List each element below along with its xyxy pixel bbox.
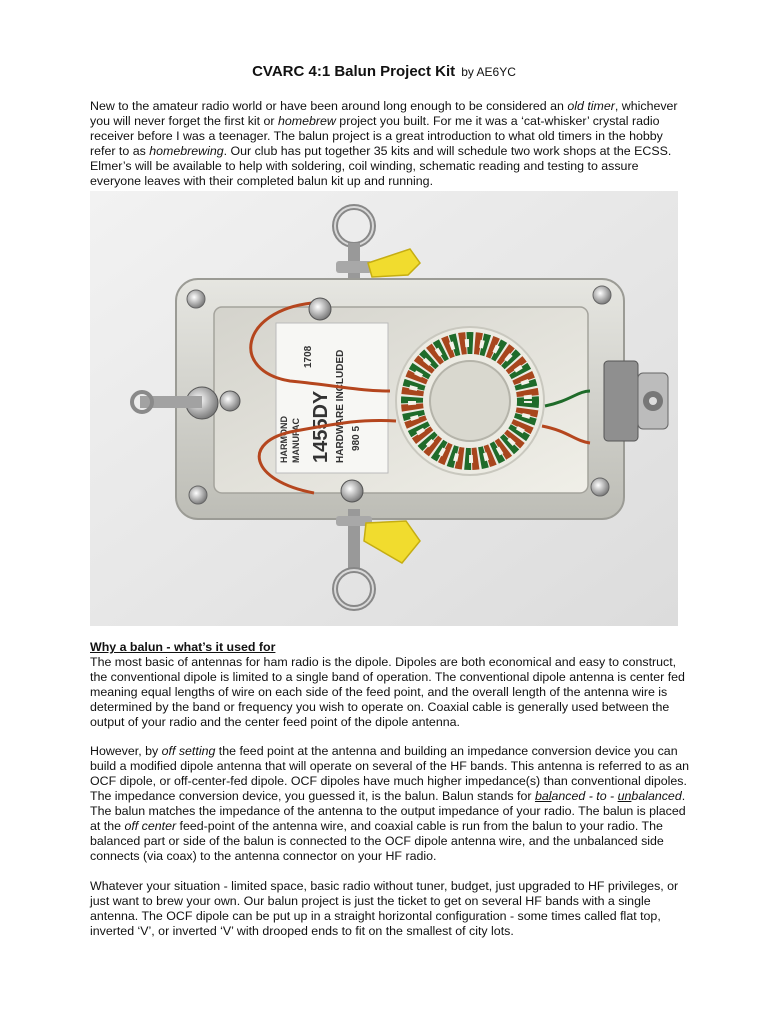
closing-paragraph: Whatever your situation - limited space, basic radio without tuner, budget, just upgraded to HF privileges, or just want to brew your own. Our balun project is just the ticket to get on several HF bands with a single antenna. The OCF dipole can be put up in a straight horizontal configuration - some times called flat top, inverted ‘V’, or inverted ‘V’ with drooped ends to fit on the smallest of city lots.	[90, 879, 679, 938]
intro-text-3: project you built. For me it was a ‘cat-whisker’ crystal radio receiver before I was a teenager. The balun project is a great introduction to what old timers in the hobby refer to as	[90, 114, 663, 158]
ocf-text-3: . The balun matches the impedance of the antenna to the output impedance of your radio. The balun is placed at the	[90, 789, 686, 833]
intro-paragraph	[90, 99, 690, 189]
title-byline: by AE6YC	[461, 65, 516, 79]
ocf-underline-un: un	[617, 789, 632, 803]
ocf-underline-bal: bal	[534, 789, 552, 803]
ocf-italic-off-center: off center	[124, 819, 177, 833]
intro-text-1: New to the amateur radio world or have been around long enough to be considered an	[90, 99, 568, 113]
terminal-post-icon	[341, 480, 363, 502]
intro-text-2: , whichever you will never forget the first kit or	[90, 99, 678, 128]
box-code: 1708	[303, 345, 314, 368]
balun-photo	[90, 191, 678, 626]
terminal-post-icon	[309, 298, 331, 320]
screw-icon	[189, 486, 207, 504]
intro-italic-homebrewing: homebrewing	[149, 144, 224, 158]
box-part-number: 1455DY	[310, 390, 332, 463]
section-heading: Why a balun - what’s it used for	[90, 640, 276, 654]
box-label-1: HARMOND	[279, 416, 289, 463]
box-small-code: 980 5	[351, 425, 362, 451]
screw-icon	[187, 290, 205, 308]
ocf-italic-anced: anced - to -	[551, 789, 618, 803]
title-main: CVARC 4:1 Balun Project Kit	[252, 63, 456, 80]
intro-text-4: . Our club has put together 35 kits and will schedule two work shops at the ECSS. Elmer’s will be available to help with soldering, coil winding, schematic reading and testing to assure everyone leaves with their completed balun kit up and running.	[90, 144, 672, 188]
screw-icon	[591, 478, 609, 496]
box-label-2: MANUFAC	[291, 418, 301, 463]
ocf-italic-balanced: balanced	[631, 789, 682, 803]
box-note: HARDWARE INCLUDED	[335, 349, 346, 463]
intro-italic-homebrew: homebrew	[278, 114, 336, 128]
screw-icon	[593, 286, 611, 304]
coax-connector-icon	[604, 361, 668, 441]
ocf-text-1: However, by	[90, 744, 162, 758]
ocf-text-2: the feed point at the antenna and building an impedance conversion device you can build a modified dipole antenna that will operate on several of the HF bands. This antenna is referred to as an OCF dipole, or off-center-fed dipole. OCF dipoles have much higher impedance(s) than conventional dipoles. The impedance conversion device, you guessed it, is the balun. Balun stands for	[90, 744, 690, 803]
ocf-paragraph	[90, 744, 690, 864]
document-title	[0, 64, 768, 80]
dipole-paragraph: The most basic of antennas for ham radio is the dipole. Dipoles are both economical and easy to construct, the conventional dipole is limited to a single band of operation. The conventional dipole antenna is center fed meaning equal lengths of wire on each side of the feed point, and the overall length of the antenna wire is determined by the band or frequency you wish to operate on. Coaxial cable is generally used between the output of your radio and the center feed point of the dipole antenna.	[90, 655, 685, 729]
ocf-text-4: feed-point of the antenna wire, and coaxial cable is run from the balun to your radio. The balanced part or side of the balun is connected to the OCF dipole antenna wire, and the unbalanced side connects (via coax) to the antenna connector on your HF radio.	[90, 819, 664, 863]
intro-italic-old-timer: old timer	[567, 99, 615, 113]
ocf-italic-off-setting: off setting	[161, 744, 216, 758]
toroid-coil-icon	[396, 327, 544, 475]
